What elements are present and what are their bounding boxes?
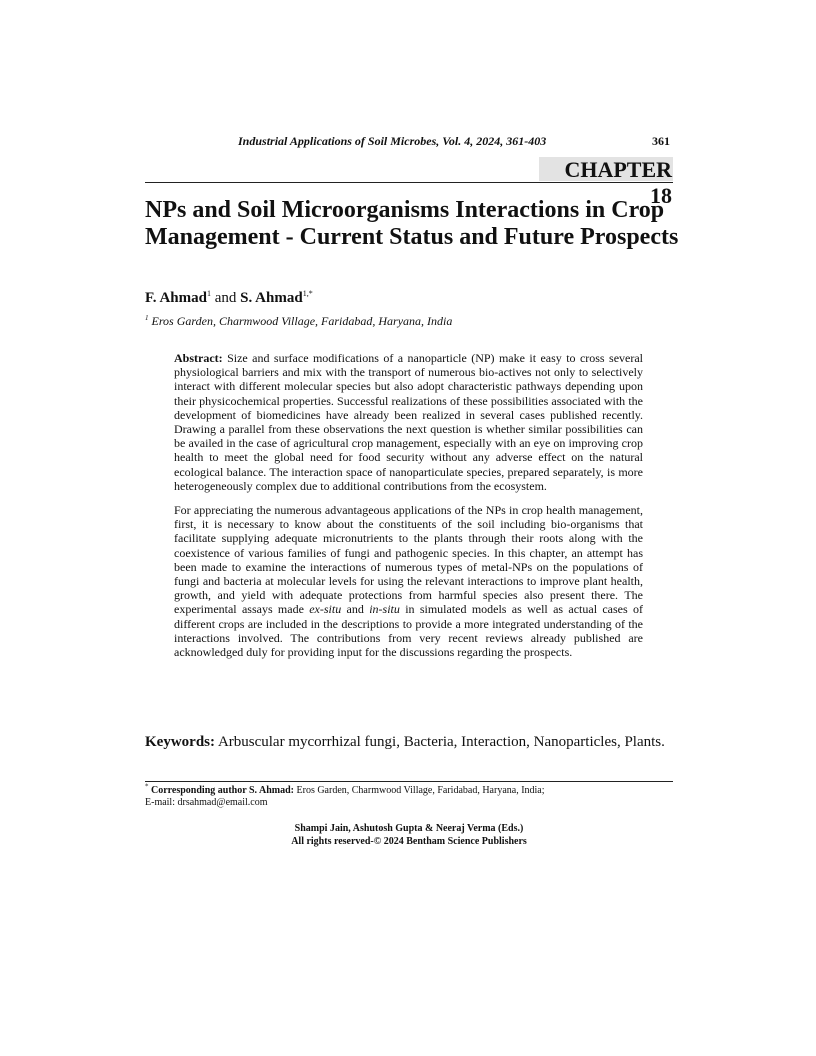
author-name: S. Ahmad — [240, 290, 303, 306]
chapter-title: NPs and Soil Microorganisms Interactions in Crop Management - Current Status and Future Prospects — [145, 197, 679, 250]
keywords-label: Keywords: — [145, 734, 215, 750]
chapter-label: CHAPTER 18 — [539, 157, 673, 181]
publisher-info — [145, 823, 673, 848]
footnote-text: Eros Garden, Charmwood Village, Faridabad, Haryana, India; — [296, 785, 545, 796]
affiliation — [145, 314, 452, 329]
affiliation-mark: 1 — [145, 314, 149, 322]
keywords — [145, 733, 673, 751]
abstract-text: and — [341, 602, 370, 617]
running-head: Industrial Applications of Soil Microbes, Vol. 4, 2024, 361-403 — [238, 134, 547, 148]
abstract-text: For appreciating the numerous advantageous applications of the NPs in crop health management, first, it is necessary to know about the constituents of the soil including bio-organisms that facilitate supplying adequate micronutrients to the plants through their roots along with the coexistence of various families of fungi and pathogenic species. In this chapter, an attempt has been made to examine the interactions of numerous types of metal-NPs on the populations of fungi and bacteria at molecular levels for using the relevant interactions to improve plant health, growth, and yield with adequate protections from harmful species also present there. The experimental assays made — [174, 503, 643, 617]
footnote-label: Corresponding author S. Ahmad: — [151, 785, 294, 796]
footnote-email: E-mail: drsahmad@email.com — [145, 797, 268, 808]
rights-line: All rights reserved-© 2024 Bentham Science Publishers — [291, 835, 527, 847]
page-number: 361 — [652, 134, 670, 148]
author-list — [145, 290, 313, 307]
header-rule — [145, 182, 673, 183]
abstract — [174, 351, 643, 669]
author-joiner: and — [214, 290, 237, 306]
editors-line: Shampi Jain, Ashutosh Gupta & Neeraj Verma (Eds.) — [294, 823, 524, 834]
author-affiliation-mark: 1,* — [302, 289, 313, 298]
term-ex-situ: ex-situ — [309, 602, 342, 617]
footnote-mark: * — [145, 782, 149, 791]
footnote-rule — [145, 781, 673, 782]
affiliation-text: Eros Garden, Charmwood Village, Faridabad, Haryana, India — [151, 314, 453, 328]
keywords-text: Arbuscular mycorrhizal fungi, Bacteria, Interaction, Nanoparticles, Plants. — [217, 734, 665, 750]
term-in-situ: in-situ — [369, 602, 400, 617]
abstract-paragraph — [174, 503, 643, 659]
author-name: F. Ahmad — [145, 290, 207, 306]
footnote — [145, 782, 673, 809]
abstract-text: in simulated models as well as actual cases of different crops are included in the descriptions to provide a more integrated understanding of the interactions involved. The contributions from very recent reviews already published are acknowledged duly for providing input for the discussions regarding the prospects. — [174, 602, 643, 660]
abstract-label: Abstract: — [174, 351, 223, 365]
abstract-text: Size and surface modifications of a nanoparticle (NP) make it easy to cross several physiological barriers and mix with the transport of numerous bio-actives not only to selectively interact with different molecular species but also adopt characteristic pathways depending upon their physicochemical properties. Successful realizations of these possibilities associated with the development of biomedicines have already been realized in several cases published recently. Drawing a parallel from these observations the next question is whether similar possibilities can be availed in the case of agricultural crop management, especially with an eye on improving crop health to meet the global need for food security without any adverse effect on the natural ecological balance. The interaction space of nanoparticulate species, prepared separately, is more heterogeneously complex due to additional contributions from the ecosystem. — [174, 351, 643, 493]
abstract-paragraph — [174, 351, 643, 493]
author-affiliation-mark: 1 — [206, 289, 211, 298]
